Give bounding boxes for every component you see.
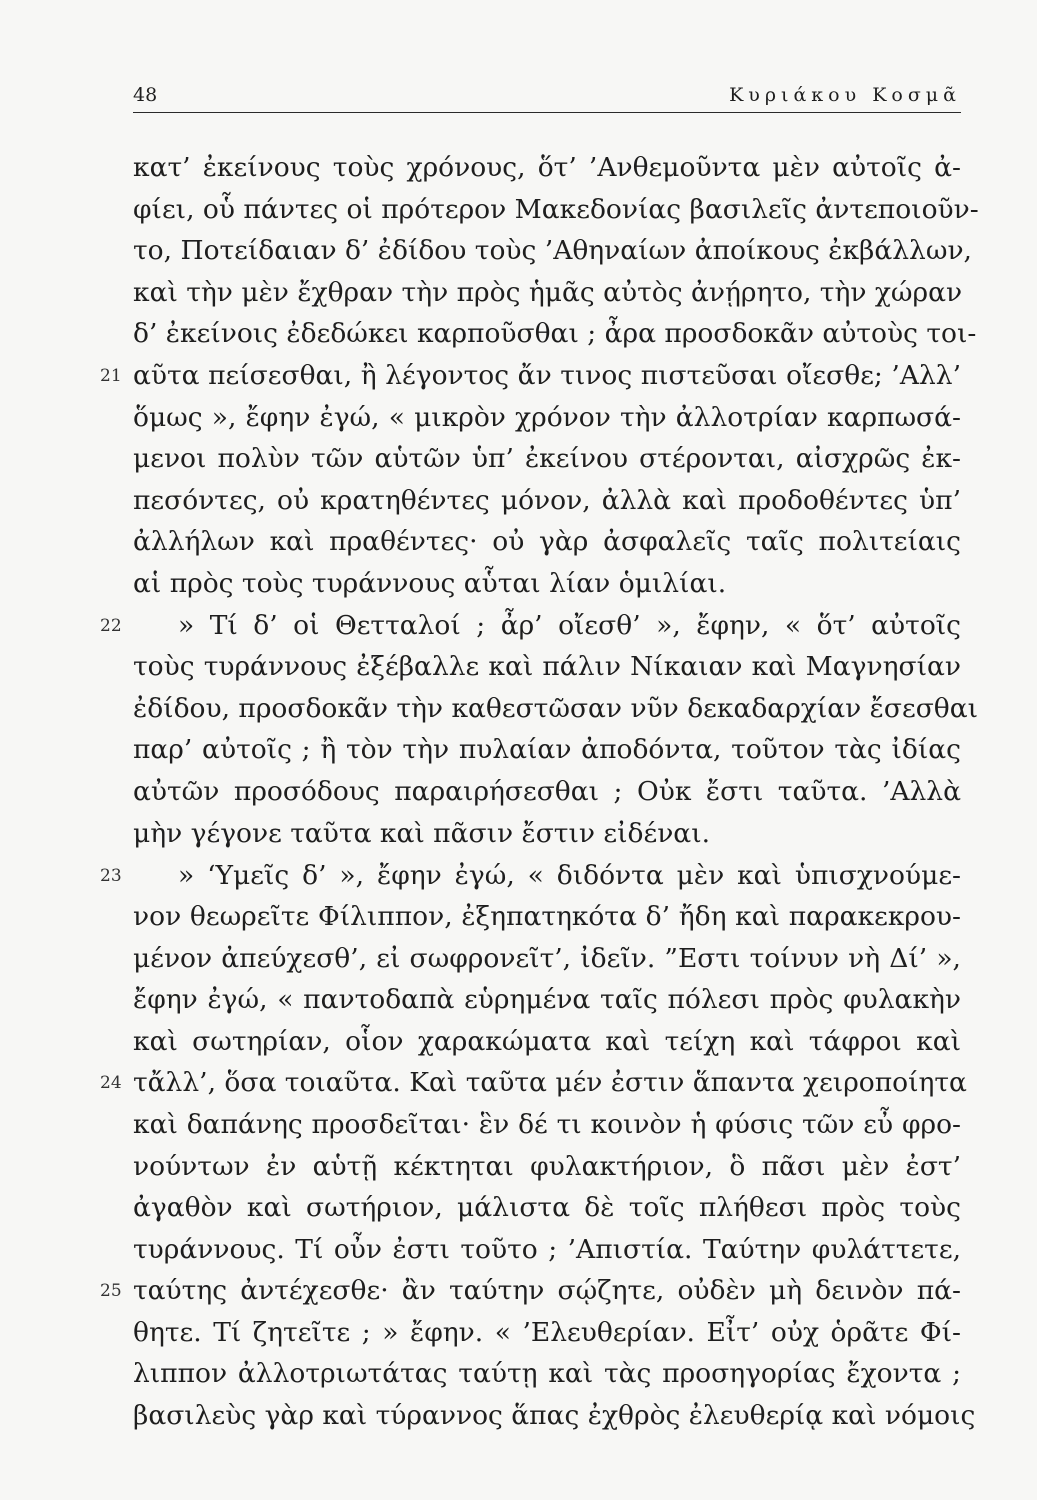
text-line: κατ’ ἐκείνους τοὺς χρόνους, ὅτ’ ’Ανθεμοῦντα μὲν αὐτοῖς ἀ- [133, 152, 961, 183]
text-line: νούντων ἐν αὑτῇ κέκτηται φυλακτήριον, ὃ πᾶσι μὲν ἐστ’ [133, 1151, 961, 1182]
text-line: καὶ τὴν μὲν ἔχθραν τὴν πρὸς ἡμᾶς αὐτὸς ἀνῄρητο, τὴν χώραν [133, 277, 963, 308]
text-line: καὶ δαπάνης προσδεῖται· ἓν δέ τι κοινὸν ἡ φύσις τῶν εὖ φρο- [133, 1109, 961, 1140]
text-line: βασιλεὺς γὰρ καὶ τύραννος ἅπας ἐχθρὸς ἐλευθερίᾳ καὶ νόμοις [133, 1400, 976, 1431]
text-line: » Τί δ’ οἱ Θετταλοί ; ἆρ’ οἴεσθ’ », ἔφην, « ὅτ’ αὐτοῖς [178, 610, 961, 641]
text-line: ἀλλήλων καὶ πραθέντες· οὐ γὰρ ἀσφαλεῖς ταῖς πολιτείαις [133, 526, 961, 557]
page-number: 48 [133, 84, 158, 106]
text-line: ἀγαθὸν καὶ σωτήριον, μάλιστα δὲ τοῖς πλήθεσι πρὸς τοὺς [133, 1192, 961, 1223]
text-line: μένον ἀπεύχεσθ’, εἰ σωφρονεῖτ’, ἰδεῖν. ”Εστι τοίνυν νὴ Δί’ », [133, 943, 961, 974]
text-line: λιππον ἀλλοτριωτάτας ταύτῃ καὶ τὰς προσηγορίας ἔχοντα ; [133, 1358, 961, 1389]
text-line: αἱ πρὸς τοὺς τυράννους αὗται λίαν ὁμιλίαι. [133, 568, 727, 599]
text-line: ὅμως », ἔφην ἐγώ, « μικρὸν χρόνον τὴν ἀλλοτρίαν καρπωσά- [133, 402, 961, 433]
margin-section-number: 22 [100, 616, 122, 636]
text-line: δ’ ἐκείνοις ἐδεδώκει καρποῦσθαι ; ἆρα προσδοκᾶν αὐτοὺς τοι- [133, 318, 977, 349]
running-title: Κυριάκου Κοσμᾶ [729, 84, 961, 106]
margin-section-number: 25 [100, 1281, 122, 1301]
text-line: ἔφην ἐγώ, « παντοδαπὰ εὑρημένα ταῖς πόλεσι πρὸς φυλακὴν [133, 984, 961, 1015]
text-line: μενοι πολὺν τῶν αὑτῶν ὑπ’ ἐκείνου στέρονται, αἰσχρῶς ἐκ- [133, 443, 961, 474]
text-line: θητε. Τί ζητεῖτε ; » ἔφην. « ’Ελευθερίαν. Εἶτ’ οὐχ ὁρᾶτε Φί- [133, 1317, 961, 1348]
text-line: ἐδίδου, προσδοκᾶν τὴν καθεστῶσαν νῦν δεκαδαρχίαν ἔσεσθαι [133, 693, 979, 724]
text-line: τοὺς τυράννους ἐξέβαλλε καὶ πάλιν Νίκαιαν καὶ Μαγνησίαν [133, 651, 961, 682]
text-line: ταύτης ἀντέχεσθε· ἂν ταύτην σῴζητε, οὐδὲν μὴ δεινὸν πά- [133, 1275, 961, 1306]
text-line: νον θεωρεῖτε Φίλιππον, ἐξηπατηκότα δ’ ἤδη καὶ παρακεκρου- [133, 901, 961, 932]
text-line: τἄλλ’, ὅσα τοιαῦτα. Καὶ ταῦτα μέν ἐστιν ἅπαντα χειροποίητα [133, 1067, 967, 1098]
text-line: πεσόντες, οὐ κρατηθέντες μόνον, ἀλλὰ καὶ προδοθέντες ὑπ’ [133, 485, 961, 516]
text-line: μὴν γέγονε ταῦτα καὶ πᾶσιν ἔστιν εἰδέναι. [133, 818, 711, 849]
text-line: παρ’ αὐτοῖς ; ἢ τὸν τὴν πυλαίαν ἀποδόντα, τοῦτον τὰς ἰδίας [133, 734, 961, 765]
margin-section-number: 24 [100, 1073, 122, 1093]
text-line: » ‘Υμεῖς δ’ », ἔφην ἐγώ, « διδόντα μὲν καὶ ὑπισχνούμε- [178, 860, 961, 891]
text-line: το, Ποτείδαιαν δ’ ἐδίδου τοὺς ’Αθηναίων ἀποίκους ἐκβάλλων, [133, 235, 972, 266]
running-header [133, 76, 961, 113]
text-line: φίει, οὗ πάντες οἱ πρότερον Μακεδονίας βασιλεῖς ἀντεποιοῦν- [133, 194, 979, 225]
text-line: αῦτα πείσεσθαι, ἢ λέγοντος ἄν τινος πιστεῦσαι οἴεσθε; ’Αλλ’ [133, 360, 961, 391]
margin-section-number: 23 [100, 866, 122, 886]
text-line: καὶ σωτηρίαν, οἷον χαρακώματα καὶ τείχη καὶ τάφροι καὶ [133, 1026, 961, 1057]
text-line: αὐτῶν προσόδους παραιρήσεσθαι ; Οὐκ ἔστι ταῦτα. ’Αλλὰ [133, 776, 961, 807]
text-line: τυράννους. Τί οὖν ἐστι τοῦτο ; ’Απιστία. Ταύτην φυλάττετε, [133, 1234, 961, 1265]
margin-section-number: 21 [100, 366, 122, 386]
